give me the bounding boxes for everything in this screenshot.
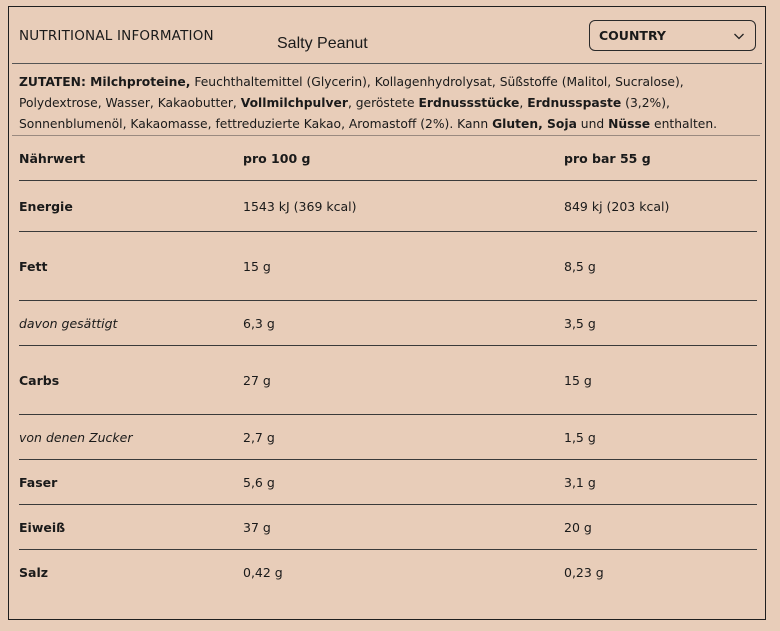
ingredient-highlight: Erdnusspaste bbox=[527, 96, 622, 110]
row-divider bbox=[19, 414, 757, 415]
ingredient-text: enthalten. bbox=[650, 117, 718, 131]
ingredient-text: , bbox=[519, 96, 528, 110]
header-divider bbox=[12, 63, 762, 64]
ingredient-highlight: ZUTATEN: Milchproteine, bbox=[19, 75, 191, 89]
country-select[interactable] bbox=[589, 20, 756, 51]
column-header-per-bar: pro bar 55 g bbox=[564, 151, 651, 166]
value-per-100g: 6,3 g bbox=[243, 316, 275, 331]
nutrient-name: Salz bbox=[19, 565, 48, 580]
value-per-100g: 1543 kJ (369 kcal) bbox=[243, 199, 357, 214]
ingredient-text: , geröstete bbox=[347, 96, 419, 110]
row-divider bbox=[19, 549, 757, 550]
value-per-100g: 27 g bbox=[243, 373, 271, 388]
value-per-bar: 15 g bbox=[564, 373, 592, 388]
ingredient-highlight: Gluten, Soja bbox=[492, 117, 577, 131]
ingredient-highlight: Nüsse bbox=[608, 117, 651, 131]
column-header-nutrient: Nährwert bbox=[19, 151, 86, 166]
value-per-bar: 0,23 g bbox=[564, 565, 604, 580]
value-per-bar: 8,5 g bbox=[564, 259, 596, 274]
value-per-100g: 5,6 g bbox=[243, 475, 275, 490]
chevron-down-icon bbox=[733, 31, 745, 41]
ingredients-text bbox=[19, 72, 759, 135]
value-per-100g: 15 g bbox=[243, 259, 271, 274]
value-per-bar: 1,5 g bbox=[564, 430, 596, 445]
ingredients-divider bbox=[12, 135, 760, 136]
nutrient-name: von denen Zucker bbox=[19, 430, 133, 445]
value-per-bar: 849 kj (203 kcal) bbox=[564, 199, 670, 214]
ingredient-highlight: Vollmilchpulver bbox=[240, 96, 348, 110]
row-divider bbox=[19, 231, 757, 232]
nutrient-name: davon gesättigt bbox=[19, 316, 118, 331]
ingredient-text: und bbox=[576, 117, 609, 131]
column-header-per-100g: pro 100 g bbox=[243, 151, 311, 166]
nutrient-name: Faser bbox=[19, 475, 58, 490]
row-divider bbox=[19, 345, 757, 346]
value-per-100g: 37 g bbox=[243, 520, 271, 535]
ingredient-highlight: Erdnussstücke bbox=[418, 96, 520, 110]
nutrient-name: Carbs bbox=[19, 373, 60, 388]
row-divider bbox=[19, 300, 757, 301]
value-per-bar: 3,1 g bbox=[564, 475, 596, 490]
row-divider bbox=[19, 459, 757, 460]
row-divider bbox=[19, 504, 757, 505]
nutrient-name: Energie bbox=[19, 199, 73, 214]
section-title: NUTRITIONAL INFORMATION bbox=[19, 28, 214, 44]
nutrient-name: Eiweiß bbox=[19, 520, 66, 535]
nutrient-name: Fett bbox=[19, 259, 48, 274]
ingredient-text: (3,2%), Sonnenblumenöl, Kakaomasse, fettreduzierte Kakao, Aromastoff (2%). Kann bbox=[19, 96, 670, 131]
value-per-100g: 2,7 g bbox=[243, 430, 275, 445]
ingredient-text: Feuchthaltemittel (Glycerin), Kollagenhydrolysat, Süßstoffe (Malitol, Sucralose), Polydextrose, Wasser, Kakaobutter, bbox=[19, 75, 684, 110]
value-per-bar: 3,5 g bbox=[564, 316, 596, 331]
row-divider bbox=[19, 180, 757, 181]
value-per-bar: 20 g bbox=[564, 520, 592, 535]
country-select-label: COUNTRY bbox=[599, 28, 666, 43]
value-per-100g: 0,42 g bbox=[243, 565, 283, 580]
product-name: Salty Peanut bbox=[277, 35, 368, 52]
